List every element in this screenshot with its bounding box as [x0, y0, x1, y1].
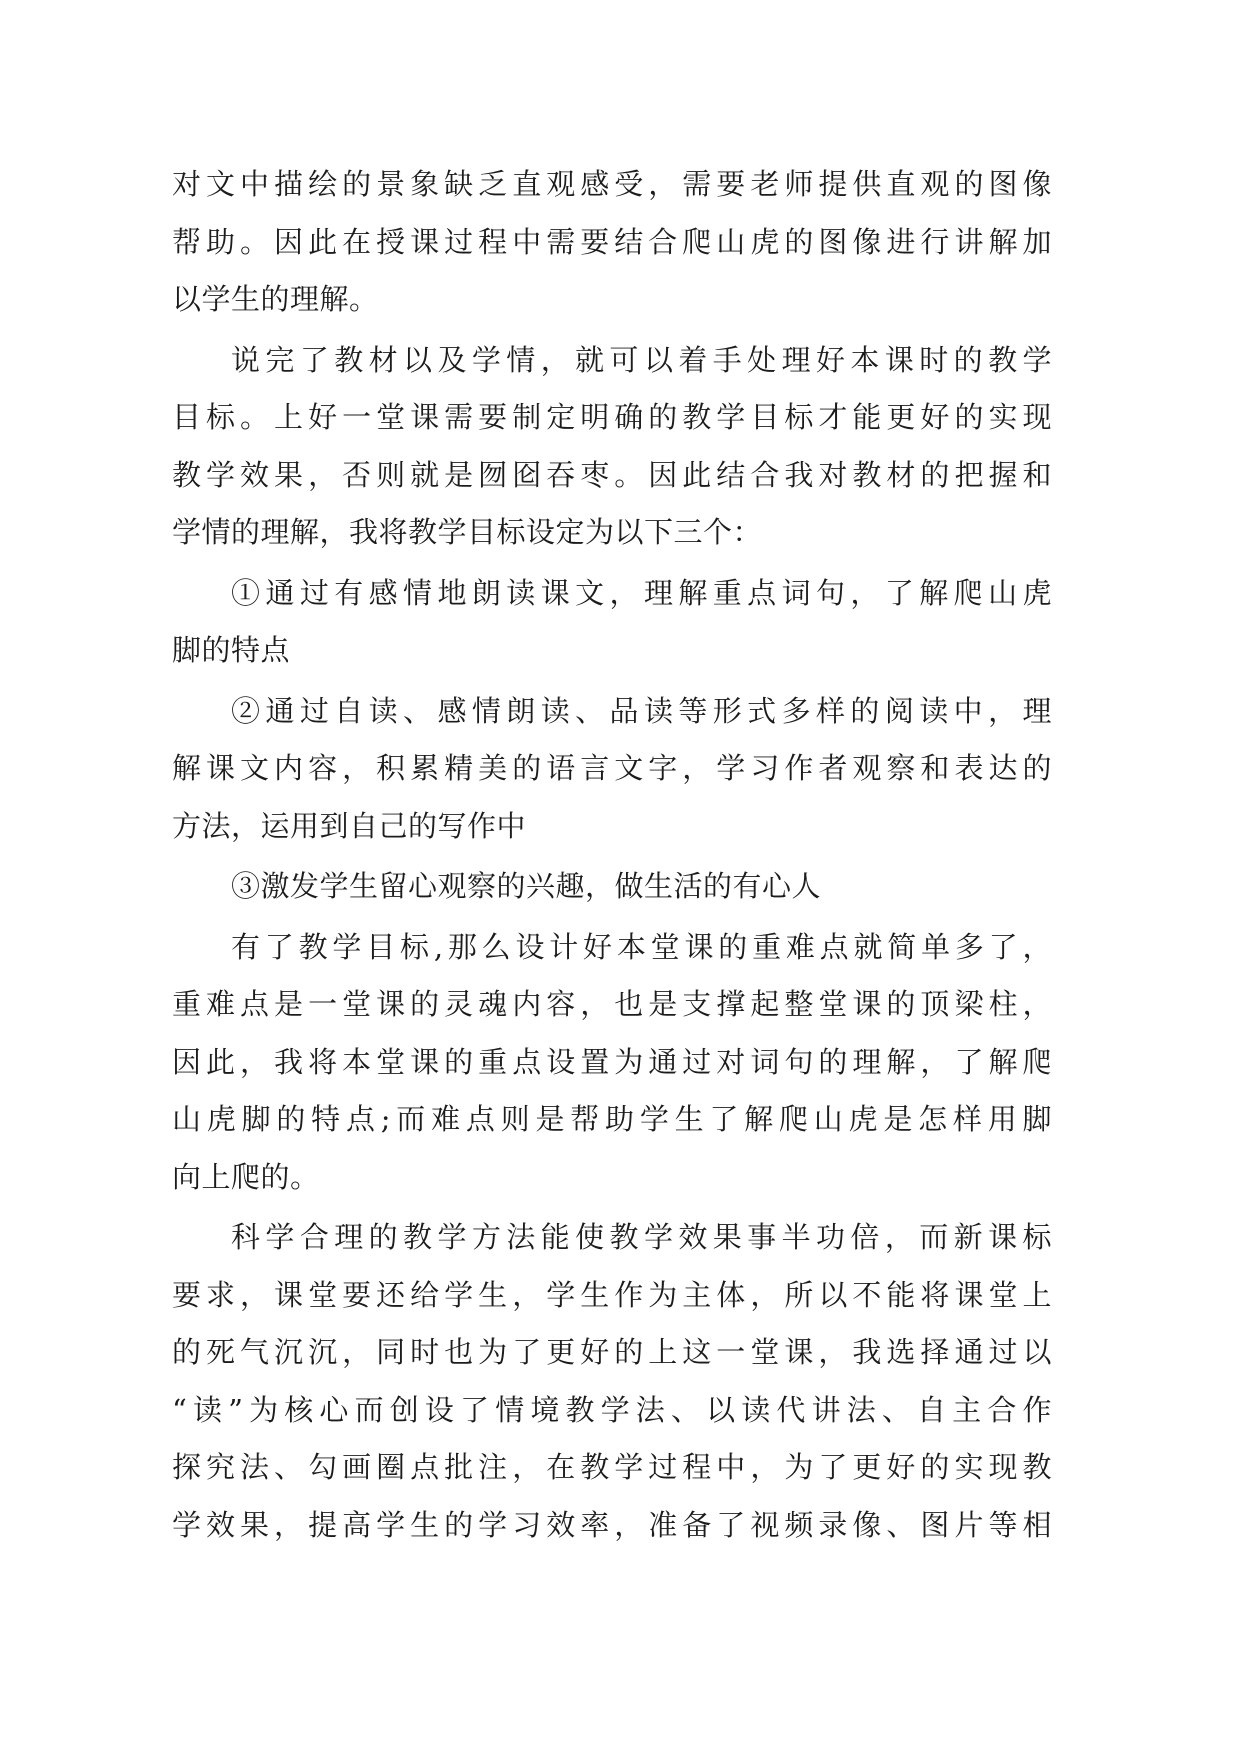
text-line: 有了教学目标,那么设计好本堂课的重难点就简单多了，	[231, 929, 1052, 964]
text-line: 的死气沉沉，同时也为了更好的上这一堂课，我选择通过以	[172, 1335, 1052, 1369]
text-line: 要求，课堂要还给学生，学生作为主体，所以不能将课堂上	[172, 1277, 1052, 1312]
paragraph-teaching-goals-intro	[172, 332, 1052, 562]
text-line: ②通过自读、感情朗读、品读等形式多样的阅读中，理	[231, 693, 1052, 728]
text-line: 因此，我将本堂课的重点设置为通过对词句的理解，了解爬	[172, 1044, 1052, 1079]
text-line: 学效果，提高学生的学习效率，准备了视频录像、图片等相	[172, 1507, 1052, 1542]
text-line: 探究法、勾画圈点批注，在教学过程中，为了更好的实现教	[172, 1450, 1052, 1484]
text-line: 方法，运用到自己的写作中	[172, 808, 527, 843]
paragraph-key-points	[172, 919, 1052, 1207]
paragraph-teaching-methods	[172, 1209, 1052, 1554]
text-line: 说完了教材以及学情，就可以着手处理好本课时的教学	[231, 342, 1052, 377]
text-line: 对文中描绘的景象缺乏直观感受，需要老师提供直观的图像	[172, 167, 1052, 201]
text-line: ①通过有感情地朗读课文，理解重点词句，了解爬山虎	[231, 575, 1052, 610]
text-line: 山虎脚的特点;而难点则是帮助学生了解爬山虎是怎样用脚	[172, 1102, 1052, 1136]
text-line: 帮助。因此在授课过程中需要结合爬山虎的图像进行讲解加	[172, 224, 1052, 259]
text-line: 科学合理的教学方法能使教学效果事半功倍，而新课标	[231, 1220, 1052, 1254]
text-line: 以学生的理解。	[172, 282, 379, 316]
text-line: 重难点是一堂课的灵魂内容，也是支撑起整堂课的顶梁柱，	[172, 987, 1052, 1021]
text-line: 解课文内容，积累精美的语言文字，学习作者观察和表达的	[172, 751, 1052, 785]
text-line: 向上爬的。	[172, 1159, 320, 1194]
text-line: “读”为核心而创设了情境教学法、以读代讲法、自主合作	[172, 1392, 1052, 1427]
body-text	[172, 156, 1052, 1557]
text-line: 学情的理解，我将教学目标设定为以下三个：	[172, 515, 763, 549]
text-line: 目标。上好一堂课需要制定明确的教学目标才能更好的实现	[172, 400, 1052, 434]
paragraph-goal-2	[172, 683, 1052, 856]
text-line: ③激发学生留心观察的兴趣，做生活的有心人	[231, 869, 822, 903]
paragraph-goal-1	[172, 565, 1052, 680]
paragraph-continuation	[172, 156, 1052, 329]
paragraph-goal-3	[172, 858, 1052, 916]
text-line: 教学效果，否则就是囫囵吞枣。因此结合我对教材的把握和	[172, 457, 1052, 492]
text-line: 脚的特点	[172, 633, 291, 667]
